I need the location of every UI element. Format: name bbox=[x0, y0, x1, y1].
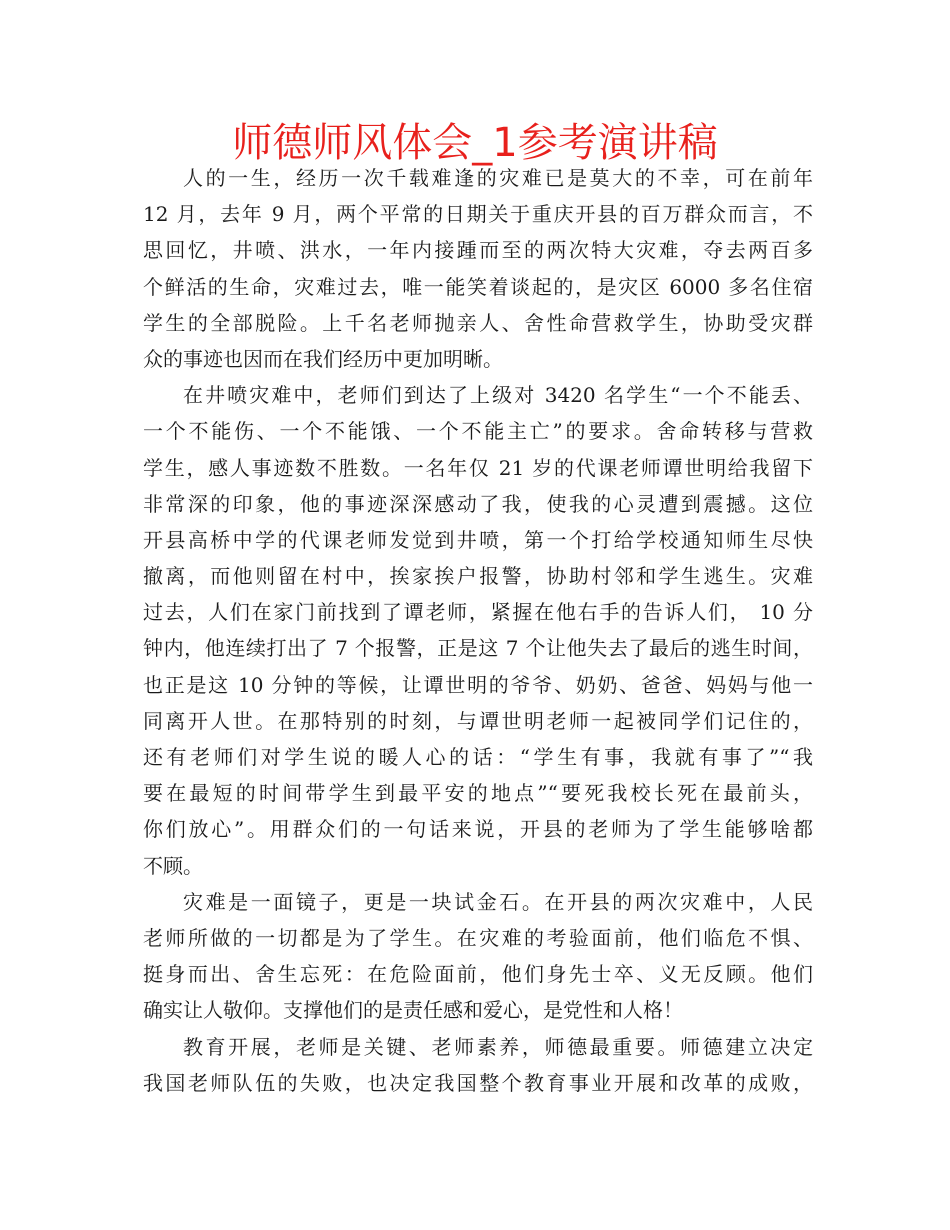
paragraph-1 bbox=[143, 160, 813, 377]
text-line: 你们放心”。用群众们的一句话来说，开县的老师为了学生能够啥都 bbox=[143, 817, 813, 842]
paragraph-2 bbox=[143, 377, 813, 884]
text-line: 过去，人们在家门前找到了谭老师，紧握在他右手的告诉人们， 10 分 bbox=[143, 600, 813, 625]
text-line: 在井喷灾难中，老师们到达了上级对 3420 名学生“一个不能丢、 bbox=[183, 383, 813, 408]
text-line: 灾难是一面镜子，更是一块试金石。在开县的两次灾难中，人民 bbox=[183, 889, 813, 914]
text-line: 一个不能伤、一个不能饿、一个不能主亡”的要求。舍命转移与营救 bbox=[143, 419, 813, 444]
text-line: 挺身而出、舍生忘死：在危险面前，他们身先士卒、义无反顾。他们 bbox=[143, 962, 813, 987]
paragraph-3 bbox=[143, 884, 813, 1029]
text-line: 12 月，去年 9 月，两个平常的日期关于重庆开县的百万群众而言，不 bbox=[143, 202, 813, 227]
text-line: 学生的全部脱险。上千名老师抛亲人、舍性命营救学生，协助受灾群 bbox=[143, 310, 813, 335]
text-line: 个鲜活的生命，灾难过去，唯一能笑着谈起的，是灾区 6000 多名住宿 bbox=[143, 274, 813, 299]
document-body bbox=[143, 160, 813, 1101]
text-line: 不顾。 bbox=[143, 853, 203, 878]
text-line: 同离开人世。在那特别的时刻，与谭世明老师一起被同学们记住的， bbox=[143, 708, 813, 733]
text-line: 开县高桥中学的代课老师发觉到井喷，第一个打给学校通知师生尽快 bbox=[143, 527, 813, 552]
text-line: 众的事迹也因而在我们经历中更加明晰。 bbox=[143, 346, 503, 371]
text-line: 撤离，而他则留在村中，挨家挨户报警，协助村邻和学生逃生。灾难 bbox=[143, 564, 813, 589]
text-line: 确实让人敬仰。支撑他们的是责任感和爱心，是党性和人格！ bbox=[143, 998, 683, 1023]
document-title: 师德师风体会_1参考演讲稿 bbox=[232, 120, 718, 166]
text-line: 也正是这 10 分钟的等候，让谭世明的爷爷、奶奶、爸爸、妈妈与他一 bbox=[143, 672, 813, 697]
text-line: 教育开展，老师是关键、老师素养，师德最重要。师德建立决定 bbox=[183, 1034, 813, 1059]
text-line: 非常深的印象，他的事迹深深感动了我，使我的心灵遭到震撼。这位 bbox=[143, 491, 813, 516]
text-line: 还有老师们对学生说的暖人心的话：“学生有事，我就有事了”“我 bbox=[143, 745, 813, 769]
text-line: 思回忆，井喷、洪水，一年内接踵而至的两次特大灾难，夺去两百多 bbox=[143, 238, 813, 263]
text-line: 要在最短的时间带学生到最平安的地点”“要死我校长死在最前头， bbox=[143, 781, 813, 806]
paragraph-4 bbox=[143, 1029, 813, 1101]
text-line: 老师所做的一切都是为了学生。在灾难的考验面前，他们临危不惧、 bbox=[143, 925, 813, 950]
text-line: 钟内，他连续打出了 7 个报警，正是这 7 个让他失去了最后的逃生时间， bbox=[143, 636, 813, 661]
text-line: 我国老师队伍的失败，也决定我国整个教育事业开展和改革的成败， bbox=[143, 1070, 813, 1095]
text-line: 人的一生，经历一次千载难逢的灾难已是莫大的不幸，可在前年 bbox=[183, 166, 813, 190]
text-line: 学生，感人事迹数不胜数。一名年仅 21 岁的代课老师谭世明给我留下 bbox=[143, 455, 813, 480]
